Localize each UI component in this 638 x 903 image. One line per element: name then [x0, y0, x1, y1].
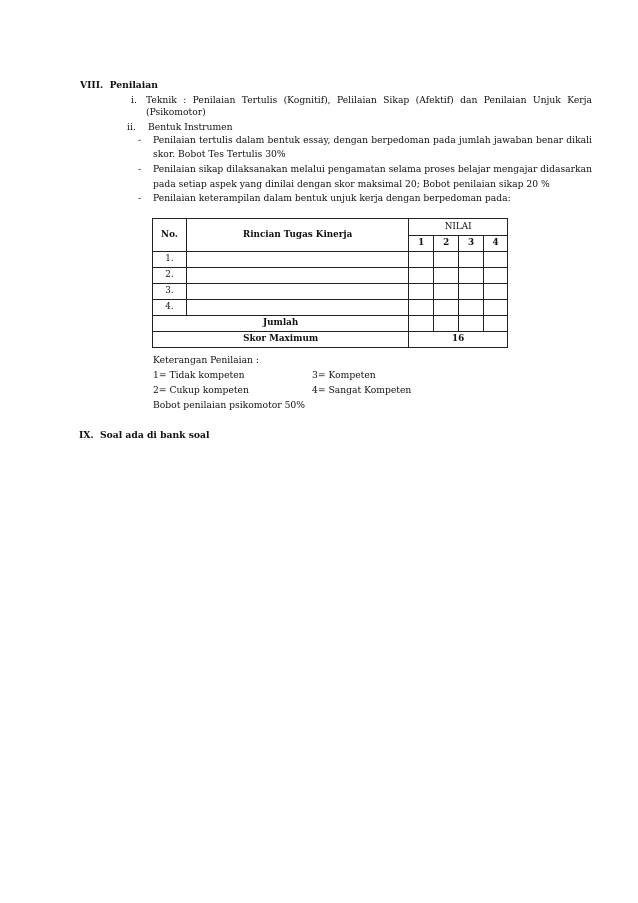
max-score-row — [153, 332, 508, 348]
row-score-cell — [409, 268, 434, 284]
section-number: IX. — [79, 430, 94, 441]
row-no: 1. — [153, 252, 187, 268]
row-no: 2. — [153, 268, 187, 284]
section-heading — [79, 429, 209, 442]
row-score-cell — [459, 252, 484, 268]
row-score-cell — [409, 284, 434, 300]
row-task — [186, 300, 408, 316]
bullet-text: Penilaian sikap dilaksanakan melalui pengamatan selama proses belajar mengajar didasarkan — [153, 164, 593, 175]
row-score-cell — [484, 284, 508, 300]
row-task — [186, 252, 408, 268]
item-marker: i. — [131, 95, 137, 106]
row-score-cell — [484, 252, 508, 268]
table-row — [153, 300, 508, 316]
row-score-cell — [409, 252, 434, 268]
row-score-cell — [434, 284, 459, 300]
header-score: NILAI — [409, 219, 508, 236]
bullet-text: pada setiap aspek yang dinilai dengan skor maksimal 20; Bobot penilaian sikap 20 % — [153, 179, 550, 190]
legend-weight: Bobot penilaian psikomotor 50% — [153, 400, 305, 411]
row-score-cell — [434, 268, 459, 284]
row-score-cell — [459, 284, 484, 300]
row-task — [186, 268, 408, 284]
row-score-cell — [434, 300, 459, 316]
legend-item: 2= Cukup kompeten — [153, 385, 249, 396]
row-no: 4. — [153, 300, 187, 316]
bullet-marker: - — [138, 193, 142, 204]
section-heading — [80, 79, 158, 92]
item-text: Teknik : Penilaian Tertulis (Kognitif), Pelilaian Sikap (Afektif) dan Penilaian Unjuk Kerja — [146, 95, 592, 106]
row-task — [186, 284, 408, 300]
score-col-1: 1 — [409, 236, 434, 252]
table-row — [153, 268, 508, 284]
table-row — [153, 284, 508, 300]
row-no: 3. — [153, 284, 187, 300]
bullet-text: skor. Bobot Tes Tertulis 30% — [153, 149, 286, 160]
item-text: (Psikomotor) — [146, 107, 206, 118]
table-row — [153, 252, 508, 268]
row-score-cell — [484, 300, 508, 316]
legend-item: 1= Tidak kompeten — [153, 370, 245, 381]
row-score-cell — [459, 300, 484, 316]
section-title: Soal ada di bank soal — [100, 430, 210, 441]
legend-item: 3= Kompeten — [312, 370, 376, 381]
legend-title: Keterangan Penilaian : — [153, 355, 259, 366]
item-marker: ii. — [127, 122, 136, 133]
row-score-cell — [409, 300, 434, 316]
total-score-cell — [434, 316, 459, 332]
header-task: Rincian Tugas Kinerja — [186, 219, 408, 252]
score-col-4: 4 — [484, 236, 508, 252]
row-score-cell — [434, 252, 459, 268]
score-col-2: 2 — [434, 236, 459, 252]
total-label: Jumlah — [153, 316, 409, 332]
row-score-cell — [484, 268, 508, 284]
bullet-text: Penilaian keterampilan dalam bentuk unjuk kerja dengan berpedoman pada: — [153, 193, 511, 204]
row-score-cell — [459, 268, 484, 284]
total-score-cell — [409, 316, 434, 332]
total-score-cell — [484, 316, 508, 332]
section-number: VIII. — [80, 80, 104, 91]
table-header-row — [153, 219, 508, 236]
item-text: Bentuk Instrumen — [148, 122, 233, 133]
max-score-value: 16 — [409, 332, 508, 348]
legend-item: 4= Sangat Kompeten — [312, 385, 412, 396]
bullet-marker: - — [138, 164, 142, 175]
assessment-table — [152, 218, 508, 348]
bullet-text: Penilaian tertulis dalam bentuk essay, dengan berpedoman pada jumlah jawaban benar dikali — [153, 135, 592, 146]
total-score-cell — [459, 316, 484, 332]
score-col-3: 3 — [459, 236, 484, 252]
section-title: Penilaian — [109, 80, 158, 91]
total-row — [153, 316, 508, 332]
header-no: No. — [153, 219, 187, 252]
bullet-marker: - — [138, 135, 142, 146]
max-score-label: Skor Maximum — [153, 332, 409, 348]
